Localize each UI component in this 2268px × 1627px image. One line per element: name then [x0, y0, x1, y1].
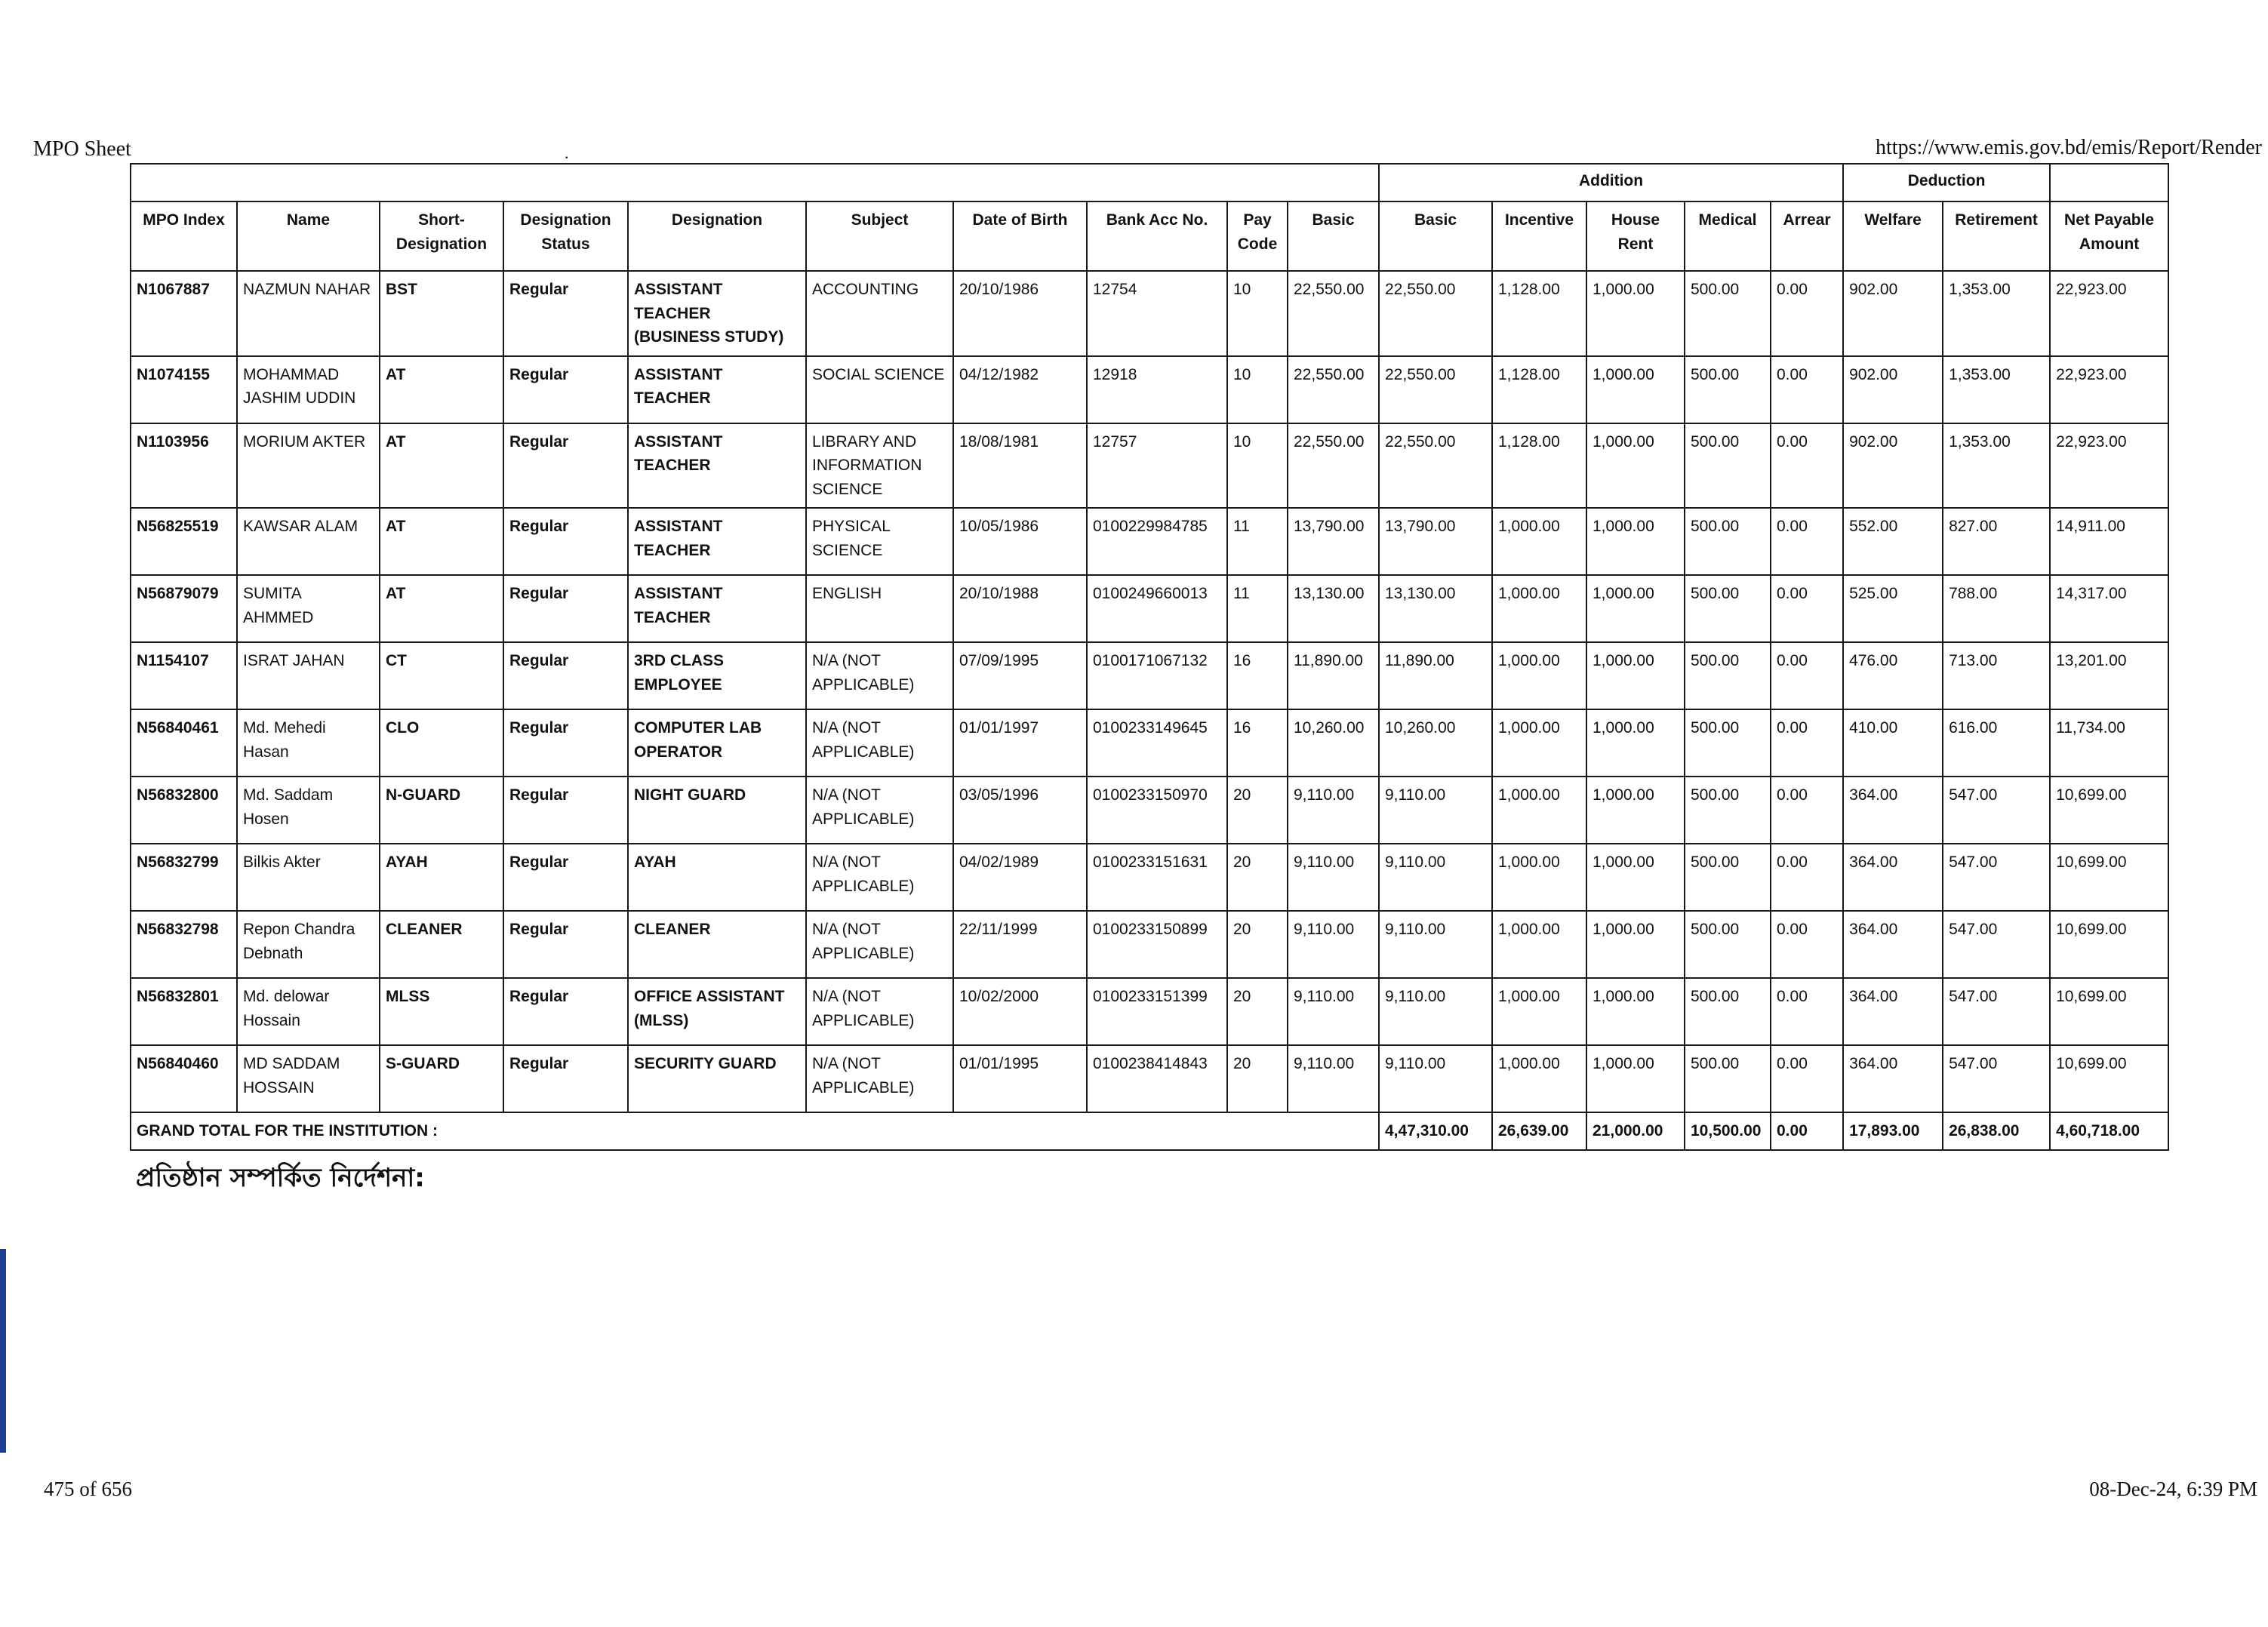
- table-cell: 10,260.00: [1288, 709, 1379, 777]
- table-cell: 10,699.00: [2050, 978, 2168, 1045]
- table-cell: N/A (NOT APPLICABLE): [806, 1045, 953, 1112]
- table-cell: 10,699.00: [2050, 911, 2168, 978]
- table-row: [131, 777, 2168, 844]
- table-cell: 0.00: [1771, 709, 1843, 777]
- table-cell: 1,000.00: [1492, 642, 1586, 709]
- table-cell: 9,110.00: [1379, 911, 1492, 978]
- table-cell: AYAH: [380, 844, 503, 911]
- group-header-row: [131, 164, 2168, 201]
- table-cell: ASSISTANT TEACHER: [628, 575, 806, 642]
- table-cell: 14,317.00: [2050, 575, 2168, 642]
- table-cell: 13,201.00: [2050, 642, 2168, 709]
- column-header: Date of Birth: [953, 201, 1087, 271]
- table-cell: 0.00: [1771, 911, 1843, 978]
- table-cell: CLEANER: [628, 911, 806, 978]
- table-cell: 902.00: [1843, 271, 1943, 356]
- table-row: [131, 1045, 2168, 1112]
- table-cell: BST: [380, 271, 503, 356]
- table-cell: 1,128.00: [1492, 271, 1586, 356]
- table-cell: Regular: [503, 911, 628, 978]
- column-header: Net Payable Amount: [2050, 201, 2168, 271]
- table-cell: 13,130.00: [1379, 575, 1492, 642]
- table-cell: Repon Chandra Debnath: [237, 911, 380, 978]
- column-header: Basic: [1288, 201, 1379, 271]
- table-cell: Regular: [503, 508, 628, 575]
- table-cell: 827.00: [1943, 508, 2050, 575]
- table-cell: 1,000.00: [1492, 978, 1586, 1045]
- table-cell: MLSS: [380, 978, 503, 1045]
- table-cell: 20: [1227, 1045, 1288, 1112]
- table-cell: 0100233150970: [1087, 777, 1227, 844]
- table-cell: 547.00: [1943, 777, 2050, 844]
- table-cell: 476.00: [1843, 642, 1943, 709]
- table-row: [131, 844, 2168, 911]
- table-cell: 9,110.00: [1288, 911, 1379, 978]
- table-cell: 902.00: [1843, 356, 1943, 423]
- institution-notes-heading: প্রতিষ্ঠান সম্পর্কিত নির্দেশনা:: [136, 1163, 425, 1193]
- table-cell: 20/10/1986: [953, 271, 1087, 356]
- table-cell: 0.00: [1771, 1045, 1843, 1112]
- column-header-row: [131, 201, 2168, 271]
- table-cell: 14,911.00: [2050, 508, 2168, 575]
- table-cell: N1074155: [131, 356, 237, 423]
- table-cell: 01/01/1997: [953, 709, 1087, 777]
- table-cell: AT: [380, 423, 503, 509]
- table-cell: Regular: [503, 575, 628, 642]
- column-header: Pay Code: [1227, 201, 1288, 271]
- table-cell: 07/09/1995: [953, 642, 1087, 709]
- table-cell: OFFICE ASSISTANT (MLSS): [628, 978, 806, 1045]
- table-cell: 364.00: [1843, 911, 1943, 978]
- table-cell: 1,000.00: [1492, 911, 1586, 978]
- table-cell: 1,353.00: [1943, 356, 2050, 423]
- table-cell: 1,000.00: [1586, 844, 1685, 911]
- table-cell: 0100233149645: [1087, 709, 1227, 777]
- page-title: MPO Sheet: [33, 137, 131, 161]
- table-cell: 616.00: [1943, 709, 2050, 777]
- table-cell: 0.00: [1771, 978, 1843, 1045]
- grand-total-value: 21,000.00: [1586, 1112, 1685, 1150]
- table-cell: COMPUTER LAB OPERATOR: [628, 709, 806, 777]
- table-cell: 9,110.00: [1288, 777, 1379, 844]
- table-cell: Regular: [503, 777, 628, 844]
- table-cell: NIGHT GUARD: [628, 777, 806, 844]
- table-cell: 10: [1227, 356, 1288, 423]
- table-cell: 20: [1227, 777, 1288, 844]
- table-cell: 500.00: [1685, 1045, 1771, 1112]
- table-cell: 500.00: [1685, 911, 1771, 978]
- table-cell: N56840460: [131, 1045, 237, 1112]
- table-row: [131, 271, 2168, 356]
- table-cell: 9,110.00: [1379, 978, 1492, 1045]
- table-cell: 0.00: [1771, 575, 1843, 642]
- table-cell: 0100233151399: [1087, 978, 1227, 1045]
- table-cell: 22,550.00: [1288, 423, 1379, 509]
- table-cell: Regular: [503, 844, 628, 911]
- column-header: Short-Designation: [380, 201, 503, 271]
- table-cell: 0100233151631: [1087, 844, 1227, 911]
- table-cell: 10/05/1986: [953, 508, 1087, 575]
- table-cell: 9,110.00: [1288, 1045, 1379, 1112]
- table-cell: 500.00: [1685, 709, 1771, 777]
- table-cell: CT: [380, 642, 503, 709]
- table-cell: N56832800: [131, 777, 237, 844]
- table-cell: 11: [1227, 508, 1288, 575]
- table-cell: Regular: [503, 709, 628, 777]
- table-cell: 9,110.00: [1288, 844, 1379, 911]
- table-cell: N/A (NOT APPLICABLE): [806, 978, 953, 1045]
- table-cell: N56832801: [131, 978, 237, 1045]
- table-cell: 9,110.00: [1379, 844, 1492, 911]
- table-cell: 12918: [1087, 356, 1227, 423]
- table-cell: 22,550.00: [1379, 271, 1492, 356]
- table-cell: SUMITA AHMMED: [237, 575, 380, 642]
- column-header: Bank Acc No.: [1087, 201, 1227, 271]
- table-cell: ASSISTANT TEACHER (BUSINESS STUDY): [628, 271, 806, 356]
- column-header: MPO Index: [131, 201, 237, 271]
- table-cell: 547.00: [1943, 911, 2050, 978]
- grand-total-label: GRAND TOTAL FOR THE INSTITUTION :: [131, 1112, 1379, 1150]
- table-cell: 01/01/1995: [953, 1045, 1087, 1112]
- table-cell: 547.00: [1943, 1045, 2050, 1112]
- mpo-table: [130, 163, 2169, 1151]
- column-header: Incentive: [1492, 201, 1586, 271]
- table-cell: 1,000.00: [1586, 978, 1685, 1045]
- table-cell: 10,699.00: [2050, 844, 2168, 911]
- table-row: [131, 508, 2168, 575]
- table-body: [131, 271, 2168, 1150]
- table-cell: 902.00: [1843, 423, 1943, 509]
- table-cell: 20: [1227, 844, 1288, 911]
- column-header: Medical: [1685, 201, 1771, 271]
- grand-total-row: [131, 1112, 2168, 1150]
- table-cell: 22,550.00: [1379, 423, 1492, 509]
- table-cell: 1,353.00: [1943, 271, 2050, 356]
- table-cell: 18/08/1981: [953, 423, 1087, 509]
- grand-total-value: 26,838.00: [1943, 1112, 2050, 1150]
- table-row: [131, 423, 2168, 509]
- table-cell: 11: [1227, 575, 1288, 642]
- table-cell: ENGLISH: [806, 575, 953, 642]
- table-cell: 20: [1227, 911, 1288, 978]
- table-cell: KAWSAR ALAM: [237, 508, 380, 575]
- table-cell: 22,550.00: [1379, 356, 1492, 423]
- table-cell: 1,000.00: [1586, 575, 1685, 642]
- table-cell: 10,699.00: [2050, 1045, 2168, 1112]
- table-cell: 0.00: [1771, 844, 1843, 911]
- print-timestamp: 08-Dec-24, 6:39 PM: [2089, 1478, 2257, 1500]
- table-cell: 16: [1227, 709, 1288, 777]
- table-cell: Regular: [503, 642, 628, 709]
- column-header: Welfare: [1843, 201, 1943, 271]
- table-cell: N/A (NOT APPLICABLE): [806, 642, 953, 709]
- table-cell: 1,000.00: [1492, 575, 1586, 642]
- grand-total-value: 10,500.00: [1685, 1112, 1771, 1150]
- table-cell: 0.00: [1771, 356, 1843, 423]
- table-cell: S-GUARD: [380, 1045, 503, 1112]
- table-row: [131, 575, 2168, 642]
- table-cell: N/A (NOT APPLICABLE): [806, 911, 953, 978]
- table-cell: Regular: [503, 356, 628, 423]
- table-cell: 0.00: [1771, 423, 1843, 509]
- table-cell: Regular: [503, 423, 628, 509]
- table-cell: 1,128.00: [1492, 423, 1586, 509]
- table-cell: 500.00: [1685, 508, 1771, 575]
- table-row: [131, 356, 2168, 423]
- table-cell: N-GUARD: [380, 777, 503, 844]
- table-cell: 1,000.00: [1586, 777, 1685, 844]
- column-header: Retirement: [1943, 201, 2050, 271]
- table-cell: Md. Mehedi Hasan: [237, 709, 380, 777]
- table-row: [131, 709, 2168, 777]
- table-cell: 22/11/1999: [953, 911, 1087, 978]
- table-cell: 410.00: [1843, 709, 1943, 777]
- table-cell: N/A (NOT APPLICABLE): [806, 777, 953, 844]
- table-cell: 10: [1227, 271, 1288, 356]
- group-header-blank: [131, 164, 1379, 201]
- table-cell: 713.00: [1943, 642, 2050, 709]
- table-cell: 500.00: [1685, 575, 1771, 642]
- table-cell: 364.00: [1843, 844, 1943, 911]
- table-cell: SOCIAL SCIENCE: [806, 356, 953, 423]
- column-header: Designation Status: [503, 201, 628, 271]
- table-cell: N56879079: [131, 575, 237, 642]
- grand-total-value: 4,47,310.00: [1379, 1112, 1492, 1150]
- table-cell: 500.00: [1685, 978, 1771, 1045]
- table-cell: 0.00: [1771, 508, 1843, 575]
- group-header-net: [2050, 164, 2168, 201]
- table-cell: 9,110.00: [1379, 777, 1492, 844]
- table-cell: 11,890.00: [1379, 642, 1492, 709]
- table-cell: 9,110.00: [1379, 1045, 1492, 1112]
- table-cell: 364.00: [1843, 777, 1943, 844]
- table-cell: 16: [1227, 642, 1288, 709]
- group-header-addition: Addition: [1379, 164, 1843, 201]
- table-cell: ASSISTANT TEACHER: [628, 423, 806, 509]
- table-cell: 500.00: [1685, 844, 1771, 911]
- page-url: https://www.emis.gov.bd/emis/Report/Render: [1876, 136, 2262, 159]
- table-cell: N56825519: [131, 508, 237, 575]
- table-cell: MORIUM AKTER: [237, 423, 380, 509]
- table-cell: 0.00: [1771, 777, 1843, 844]
- table-cell: 12754: [1087, 271, 1227, 356]
- table-cell: 1,353.00: [1943, 423, 2050, 509]
- table-cell: 1,000.00: [1492, 1045, 1586, 1112]
- table-cell: ACCOUNTING: [806, 271, 953, 356]
- table-cell: 9,110.00: [1288, 978, 1379, 1045]
- table-cell: MOHAMMAD JASHIM UDDIN: [237, 356, 380, 423]
- table-cell: SECURITY GUARD: [628, 1045, 806, 1112]
- table-cell: 0.00: [1771, 642, 1843, 709]
- table-row: [131, 642, 2168, 709]
- table-cell: 22,550.00: [1288, 356, 1379, 423]
- table-cell: 10,699.00: [2050, 777, 2168, 844]
- table-cell: CLO: [380, 709, 503, 777]
- table-cell: 0100229984785: [1087, 508, 1227, 575]
- table-cell: N1067887: [131, 271, 237, 356]
- table-cell: Regular: [503, 1045, 628, 1112]
- table-cell: 0100171067132: [1087, 642, 1227, 709]
- table-cell: 500.00: [1685, 777, 1771, 844]
- table-cell: 1,000.00: [1492, 709, 1586, 777]
- table-cell: 20/10/1988: [953, 575, 1087, 642]
- table-cell: 3RD CLASS EMPLOYEE: [628, 642, 806, 709]
- table-cell: 1,000.00: [1586, 423, 1685, 509]
- table-cell: 1,000.00: [1492, 777, 1586, 844]
- table-cell: MD SADDAM HOSSAIN: [237, 1045, 380, 1112]
- table-cell: 1,000.00: [1586, 356, 1685, 423]
- table-cell: 22,923.00: [2050, 356, 2168, 423]
- table-cell: 0100233150899: [1087, 911, 1227, 978]
- table-cell: 20: [1227, 978, 1288, 1045]
- table-cell: 525.00: [1843, 575, 1943, 642]
- table-cell: N/A (NOT APPLICABLE): [806, 709, 953, 777]
- table-cell: 1,000.00: [1492, 844, 1586, 911]
- table-cell: AT: [380, 508, 503, 575]
- table-cell: 10,260.00: [1379, 709, 1492, 777]
- table-cell: ASSISTANT TEACHER: [628, 356, 806, 423]
- table-cell: 500.00: [1685, 642, 1771, 709]
- table-cell: 13,130.00: [1288, 575, 1379, 642]
- table-cell: N1103956: [131, 423, 237, 509]
- page-number: 475 of 656: [44, 1478, 132, 1500]
- table-cell: LIBRARY AND INFORMATION SCIENCE: [806, 423, 953, 509]
- table-cell: 13,790.00: [1379, 508, 1492, 575]
- table-cell: Md. delowar Hossain: [237, 978, 380, 1045]
- table-cell: 1,000.00: [1586, 508, 1685, 575]
- table-cell: 12757: [1087, 423, 1227, 509]
- table-cell: 1,000.00: [1586, 642, 1685, 709]
- table-cell: 0100238414843: [1087, 1045, 1227, 1112]
- table-cell: 500.00: [1685, 423, 1771, 509]
- table-cell: 03/05/1996: [953, 777, 1087, 844]
- table-cell: 10: [1227, 423, 1288, 509]
- table-cell: 22,550.00: [1288, 271, 1379, 356]
- scan-edge-mark: [0, 1249, 6, 1453]
- column-header: Subject: [806, 201, 953, 271]
- grand-total-value: 4,60,718.00: [2050, 1112, 2168, 1150]
- table-cell: 1,000.00: [1492, 508, 1586, 575]
- table-cell: 11,890.00: [1288, 642, 1379, 709]
- table-cell: N/A (NOT APPLICABLE): [806, 844, 953, 911]
- table-cell: 1,128.00: [1492, 356, 1586, 423]
- table-cell: AYAH: [628, 844, 806, 911]
- table-cell: 500.00: [1685, 271, 1771, 356]
- table-cell: Regular: [503, 978, 628, 1045]
- table-cell: N56832798: [131, 911, 237, 978]
- table-row: [131, 911, 2168, 978]
- table-cell: 1,000.00: [1586, 271, 1685, 356]
- table-cell: 1,000.00: [1586, 911, 1685, 978]
- table-cell: 0.00: [1771, 271, 1843, 356]
- column-header: Basic: [1379, 201, 1492, 271]
- table-cell: Md. Saddam Hosen: [237, 777, 380, 844]
- table-cell: 04/02/1989: [953, 844, 1087, 911]
- table-cell: 1,000.00: [1586, 709, 1685, 777]
- table-row: [131, 978, 2168, 1045]
- table-cell: 547.00: [1943, 978, 2050, 1045]
- column-header: Name: [237, 201, 380, 271]
- column-header: House Rent: [1586, 201, 1685, 271]
- column-header: Designation: [628, 201, 806, 271]
- table-cell: 22,923.00: [2050, 423, 2168, 509]
- table-cell: 788.00: [1943, 575, 2050, 642]
- table-cell: 0100249660013: [1087, 575, 1227, 642]
- table-cell: AT: [380, 575, 503, 642]
- table-cell: 500.00: [1685, 356, 1771, 423]
- group-header-deduction: Deduction: [1843, 164, 2050, 201]
- grand-total-value: 0.00: [1771, 1112, 1843, 1150]
- table-cell: N56840461: [131, 709, 237, 777]
- table-cell: 13,790.00: [1288, 508, 1379, 575]
- table-cell: 22,923.00: [2050, 271, 2168, 356]
- table-cell: Regular: [503, 271, 628, 356]
- table-cell: CLEANER: [380, 911, 503, 978]
- grand-total-value: 17,893.00: [1843, 1112, 1943, 1150]
- table-cell: PHYSICAL SCIENCE: [806, 508, 953, 575]
- table-cell: N56832799: [131, 844, 237, 911]
- table-cell: NAZMUN NAHAR: [237, 271, 380, 356]
- table-cell: 364.00: [1843, 1045, 1943, 1112]
- table-cell: 364.00: [1843, 978, 1943, 1045]
- table-cell: Bilkis Akter: [237, 844, 380, 911]
- table-cell: AT: [380, 356, 503, 423]
- table-cell: N1154107: [131, 642, 237, 709]
- table-cell: 04/12/1982: [953, 356, 1087, 423]
- table-cell: 552.00: [1843, 508, 1943, 575]
- table-cell: 547.00: [1943, 844, 2050, 911]
- table-cell: ASSISTANT TEACHER: [628, 508, 806, 575]
- table-cell: 10/02/2000: [953, 978, 1087, 1045]
- table-cell: 11,734.00: [2050, 709, 2168, 777]
- grand-total-value: 26,639.00: [1492, 1112, 1586, 1150]
- column-header: Arrear: [1771, 201, 1843, 271]
- table-cell: ISRAT JAHAN: [237, 642, 380, 709]
- stray-dot: .: [565, 143, 569, 162]
- table-cell: 1,000.00: [1586, 1045, 1685, 1112]
